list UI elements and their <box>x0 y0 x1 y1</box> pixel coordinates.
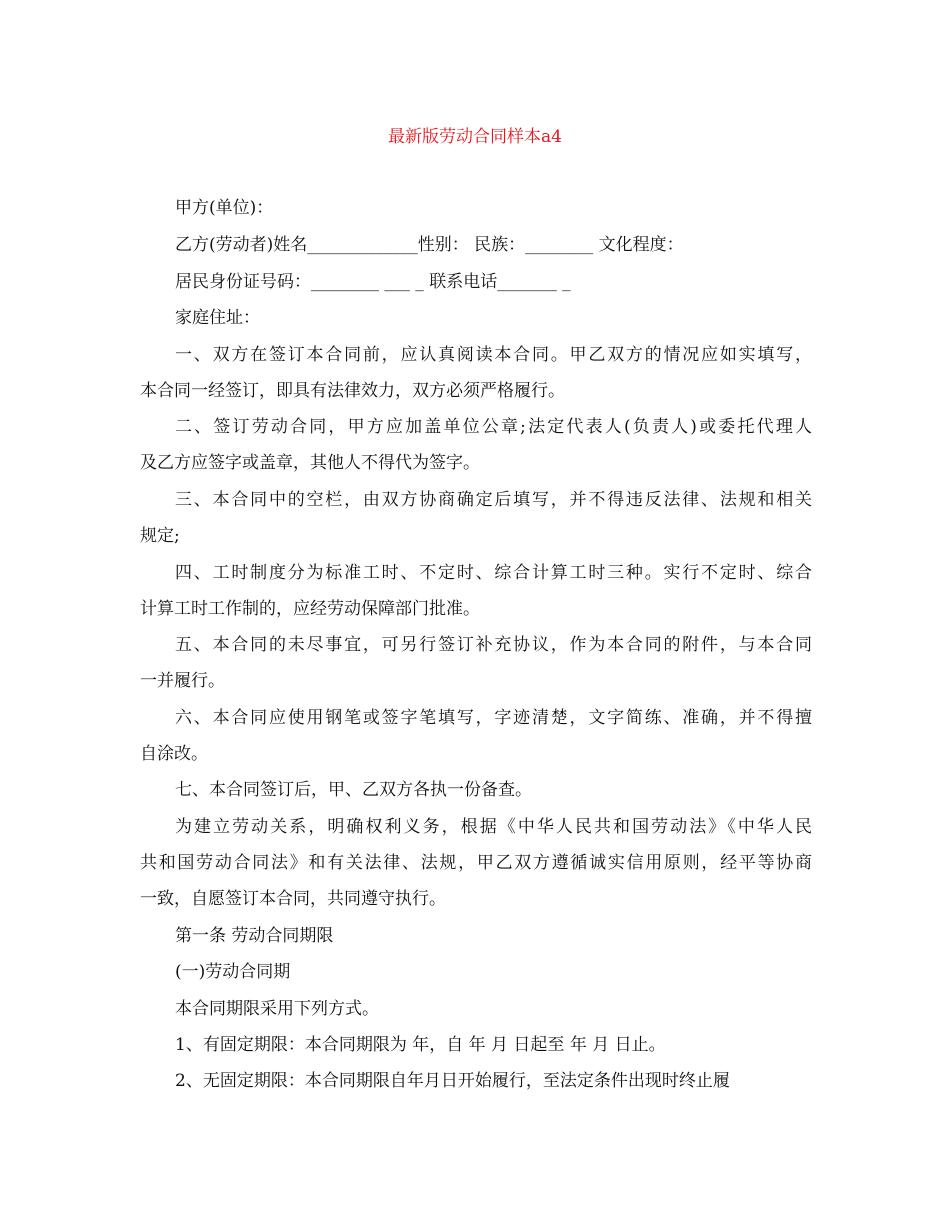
clause-3-line-1: 三、本合同中的空栏，由双方协商确定后填写，并不得违反法律、法规和相关 <box>175 490 812 510</box>
clause-5-line-1: 五、本合同的未尽事宜，可另行签订补充协议，作为本合同的附件，与本合同 <box>175 635 812 655</box>
article-1-subheading: (一)劳动合同期 <box>175 962 291 982</box>
clause-5-line-2: 一并履行。 <box>140 671 225 691</box>
address-line: 家庭住址： <box>175 308 260 328</box>
open-term-line: 2、无固定期限：本合同期限自年月日开始履行，至法定条件出现时终止履 <box>175 1071 730 1091</box>
clause-4-line-1: 四、工时制度分为标准工时、不定时、综合计算工时三种。实行不定时、综合 <box>175 563 812 583</box>
fixed-term-line: 1、有固定期限：本合同期限为 年，自 年 月 日起至 年 月 日止。 <box>175 1035 666 1055</box>
party-a-line: 甲方(单位)： <box>175 198 274 218</box>
clause-2-line-1: 二、签订劳动合同，甲方应加盖单位公章;法定代表人(负责人)或委托代理人 <box>175 417 812 437</box>
clause-6-line-2: 自涂改。 <box>140 744 208 764</box>
id-phone-line: 居民身份证号码：________ ___ _ 联系电话_______ _ <box>175 272 571 292</box>
clause-1-line-1: 一、双方在签订本合同前，应认真阅读本合同。甲乙双方的情况应如实填写， <box>175 345 812 365</box>
party-b-line: 乙方(劳动者)姓名_____________性别： 民族：________ 文化程度： <box>175 235 684 255</box>
article-1-heading: 第一条 劳动合同期限 <box>175 926 334 946</box>
clause-6-line-1: 六、本合同应使用钢笔或签字笔填写，字迹清楚，文字简练、准确，并不得擅 <box>175 708 812 728</box>
preamble-line-2: 共和国劳动合同法》和有关法律、法规，甲乙双方遵循诚实信用原则，经平等协商 <box>140 853 812 873</box>
clause-7-line: 七、本合同签订后，甲、乙双方各执一份备查。 <box>175 780 532 800</box>
term-method-line: 本合同期限采用下列方式。 <box>175 999 379 1019</box>
clause-1-line-2: 本合同一经签订，即具有法律效力，双方必须严格履行。 <box>140 381 565 401</box>
preamble-line-1: 为建立劳动关系，明确权利义务，根据《中华人民共和国劳动法》《中华人民 <box>175 817 812 837</box>
clause-3-line-2: 规定; <box>140 526 180 546</box>
clause-4-line-2: 计算工时工作制的，应经劳动保障部门批准。 <box>140 599 480 619</box>
document-title: 最新版劳动合同样本a4 <box>388 127 562 147</box>
clause-2-line-2: 及乙方应签字或盖章，其他人不得代为签字。 <box>140 453 480 473</box>
preamble-line-3: 一致，自愿签订本合同，共同遵守执行。 <box>140 889 446 909</box>
